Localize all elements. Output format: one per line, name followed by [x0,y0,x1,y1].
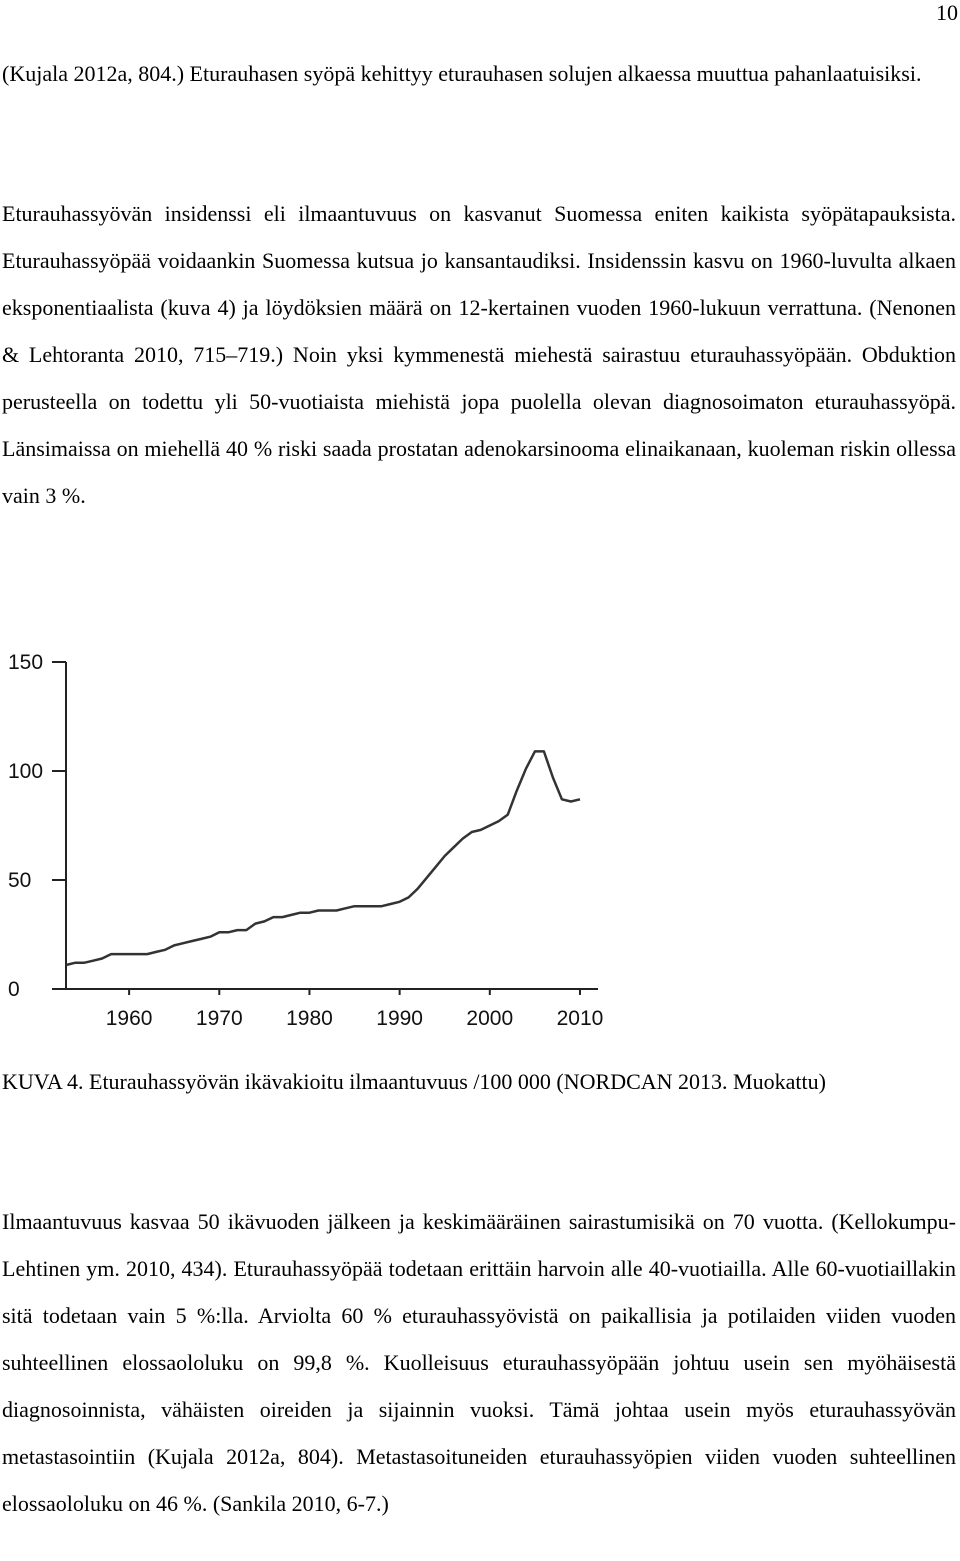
paragraph-intro: (Kujala 2012a, 804.) Eturauhasen syöpä kehittyy eturauhasen solujen alkaessa muuttua pahanlaatuisiksi. [2,61,922,86]
paragraph-age-survival: Ilmaantuvuus kasvaa 50 ikävuoden jälkeen ja keskimääräinen sairastumisikä on 70 vuotta. (Kellokumpu-Lehtinen ym. 2010, 434). Eturauhassyöpää todetaan erittäin harvoin alle 40-vuotiailla. Alle 60-vuotiaillakin sitä todetaan vain 5 %:lla. Arviolta 60 % eturauhassyövistä on paikallisia ja potilaiden viiden vuoden suhteellinen elossaololuku on 99,8 %. Kuolleisuus eturauhassyöpään johtuu usein sen myöhäisestä diagnosoinnista, vähäisten oireiden ja sijainnin vuoksi. Tämä johtaa usein myös eturauhassyövän metastasointiin (Kujala 2012a, 804). Metastasoituneiden eturauhassyöpien viiden vuoden suhteellinen elossaololuku on 46 %. (Sankila 2010, 6-7.) [2,1209,956,1516]
y-tick-label: 0 [8,978,20,1001]
x-tick-label: 2010 [556,1007,604,1030]
page-number: 10 [936,0,958,25]
y-axis [8,651,66,1001]
incidence-line-chart [0,640,960,1050]
series-line [66,751,580,965]
x-tick-label: 1960 [105,1007,153,1030]
x-tick-label: 1990 [376,1007,423,1030]
y-tick-label: 100 [8,760,44,783]
x-tick-label: 1970 [195,1007,243,1030]
series-layer [66,751,580,965]
paragraph-incidence: Eturauhassyövän insidenssi eli ilmaantuvuus on kasvanut Suomessa eniten kaikista syöpätapauksista. Eturauhassyöpää voidaankin Suomessa kutsua jo kansantaudiksi. Insidenssin kasvu on 1960-luvulta alkaen eksponentiaalista (kuva 4) ja löydöksien määrä on 12-kertainen vuoden 1960-lukuun verrattuna. (Nenonen & Lehtoranta 2010, 715–719.) Noin yksi kymmenestä miehestä sairastuu eturauhassyöpään. Obduktion perusteella on todettu yli 50-vuotiaista miehistä jopa puolella olevan diagnosoimaton eturauhassyöpä. Länsimaissa on miehellä 40 % riski saada prostatan adenokarsinooma elinaikanaan, kuoleman riskin ollessa vain 3 %. [2,201,956,508]
x-tick-label: 2000 [466,1007,514,1030]
y-tick-label: 150 [8,651,44,674]
y-tick-label: 50 [8,869,32,892]
x-axis [66,989,603,1030]
figure-caption: KUVA 4. Eturauhassyövän ikävakioitu ilmaantuvuus /100 000 (NORDCAN 2013. Muokattu) [2,1069,826,1094]
x-tick-label: 1980 [286,1007,333,1030]
